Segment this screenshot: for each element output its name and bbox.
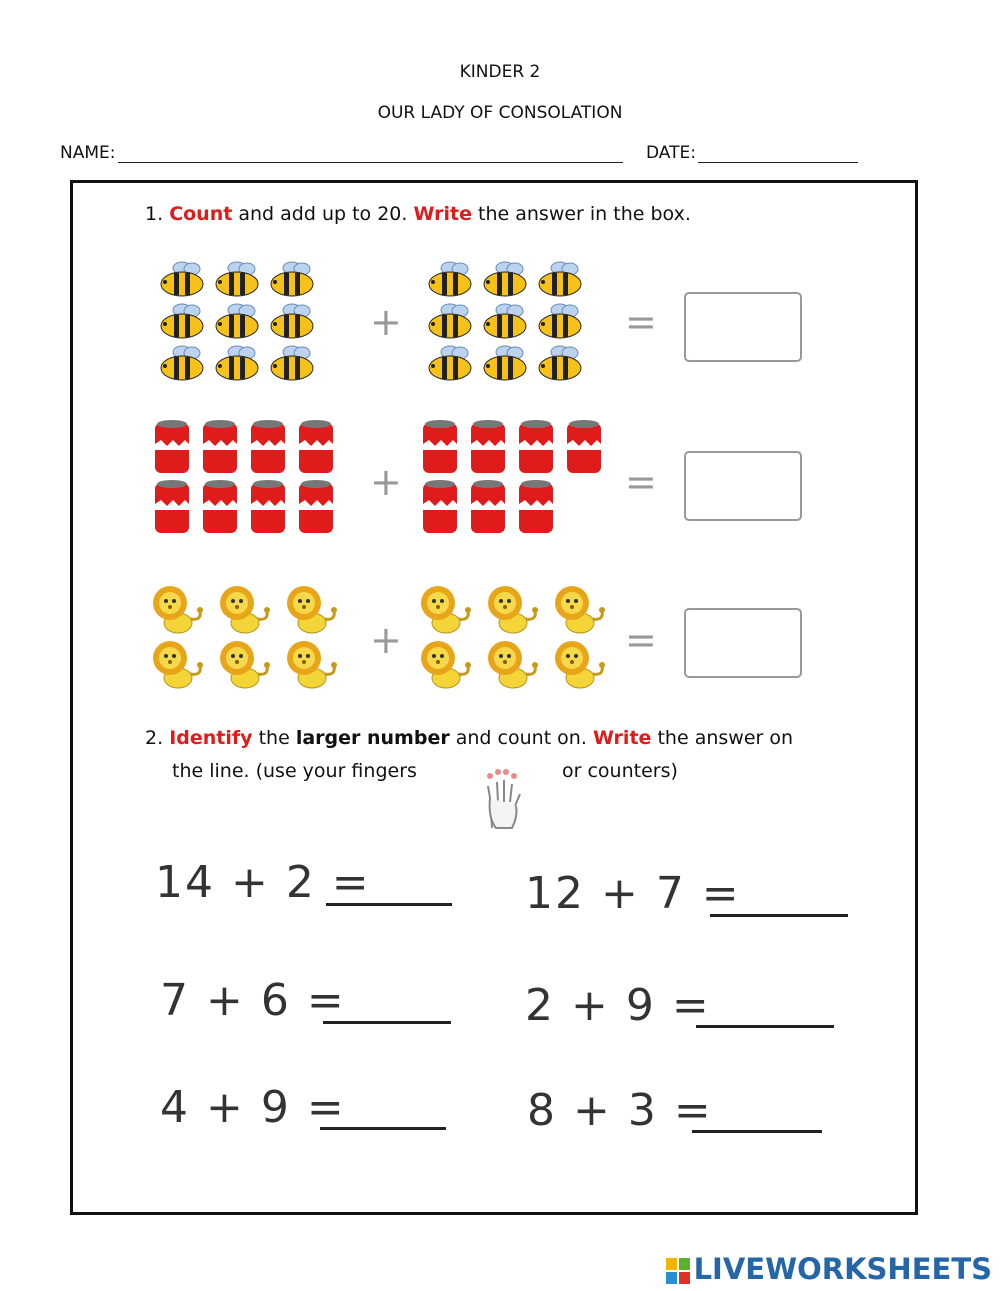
bee-icon [161, 346, 203, 380]
instruction-text: the [258, 727, 290, 749]
answer-box-2[interactable] [684, 451, 802, 521]
name-line[interactable] [118, 162, 623, 163]
answer-box-3[interactable] [684, 608, 802, 678]
lion-icon [421, 586, 471, 633]
can-icon [203, 420, 237, 473]
liveworksheets-logo-icon [666, 1258, 690, 1284]
plus-sign: + [370, 618, 402, 662]
lion-icon [555, 586, 605, 633]
equals-sign: = [625, 460, 657, 504]
answer-line-6[interactable] [692, 1130, 822, 1133]
bee-icon [484, 262, 526, 296]
lion-icon [488, 586, 538, 633]
keyword-larger-number: larger number [295, 727, 450, 749]
bee-icon [484, 304, 526, 338]
bee-icon [216, 346, 258, 380]
answer-line-5[interactable] [320, 1127, 446, 1130]
logo-text: LIVEWORKSHEETS [693, 1252, 992, 1286]
keyword-write: Write [592, 727, 652, 749]
lion-group-right [418, 585, 623, 695]
answer-box-1[interactable] [684, 292, 802, 362]
can-icon [519, 480, 553, 533]
section2-number: 2. [145, 727, 164, 749]
lion-icon [555, 641, 605, 688]
answer-line-4[interactable] [696, 1025, 834, 1028]
date-label: DATE: [646, 143, 696, 163]
instruction-text: and add up to 20. [238, 203, 408, 225]
bee-icon [271, 262, 313, 296]
equation-3: 7 + 6 = [160, 975, 346, 1026]
lion-icon [153, 586, 203, 633]
date-line[interactable] [698, 162, 858, 163]
instruction-text: the answer on [657, 727, 794, 749]
can-icon [299, 420, 333, 473]
bee-icon [429, 262, 471, 296]
can-group-left [155, 420, 345, 545]
instruction-text: and count on. [455, 727, 587, 749]
lion-icon [488, 641, 538, 688]
equals-sign: = [625, 300, 657, 344]
can-icon [155, 420, 189, 473]
lion-icon [421, 641, 471, 688]
can-icon [155, 480, 189, 533]
equation-6: 8 + 3 = [527, 1085, 713, 1136]
lion-icon [220, 586, 270, 633]
can-group-right [423, 420, 613, 545]
bee-icon [539, 262, 581, 296]
bee-icon [271, 346, 313, 380]
equation-4: 2 + 9 = [525, 980, 711, 1031]
keyword-identify: Identify [169, 727, 253, 749]
bee-icon [484, 346, 526, 380]
instruction-text: the answer in the box. [478, 203, 691, 225]
bee-icon [216, 304, 258, 338]
equation-1: 14 + 2 = [155, 857, 371, 908]
lion-icon [287, 586, 337, 633]
can-icon [423, 420, 457, 473]
can-icon [251, 480, 285, 533]
equals-sign: = [625, 618, 657, 662]
bee-icon [429, 304, 471, 338]
can-icon [471, 480, 505, 533]
name-label: NAME: [60, 143, 116, 163]
lion-icon [287, 641, 337, 688]
can-icon [423, 480, 457, 533]
school-name: OUR LADY OF CONSOLATION [377, 103, 623, 123]
hand-fingers-icon [482, 768, 524, 832]
section2-instruction-line2: the line. (use your fingers [172, 760, 417, 782]
answer-line-2[interactable] [710, 914, 848, 917]
can-icon [519, 420, 553, 473]
answer-line-3[interactable] [323, 1021, 451, 1024]
bee-group-left [160, 262, 330, 387]
lion-group-left [150, 585, 355, 695]
worksheet-title: KINDER 2 [459, 62, 541, 82]
bee-icon [161, 304, 203, 338]
section2-instruction [145, 727, 793, 749]
can-icon [299, 480, 333, 533]
bee-icon [539, 346, 581, 380]
liveworksheets-logo [666, 1252, 992, 1286]
equation-2: 12 + 7 = [525, 868, 741, 919]
bee-icon [539, 304, 581, 338]
section1-instruction [145, 203, 691, 225]
bee-icon [216, 262, 258, 296]
can-icon [567, 420, 601, 473]
bee-icon [429, 346, 471, 380]
section2-instruction-line2-end: or counters) [562, 760, 678, 782]
answer-line-1[interactable] [326, 903, 452, 906]
keyword-write: Write [413, 203, 472, 225]
section1-number: 1. [145, 203, 164, 225]
bee-icon [271, 304, 313, 338]
equation-5: 4 + 9 = [160, 1082, 346, 1133]
keyword-count: Count [169, 203, 233, 225]
plus-sign: + [370, 300, 402, 344]
can-icon [251, 420, 285, 473]
can-icon [203, 480, 237, 533]
bee-icon [161, 262, 203, 296]
bee-group-right [428, 262, 598, 387]
lion-icon [153, 641, 203, 688]
plus-sign: + [370, 460, 402, 504]
lion-icon [220, 641, 270, 688]
can-icon [471, 420, 505, 473]
